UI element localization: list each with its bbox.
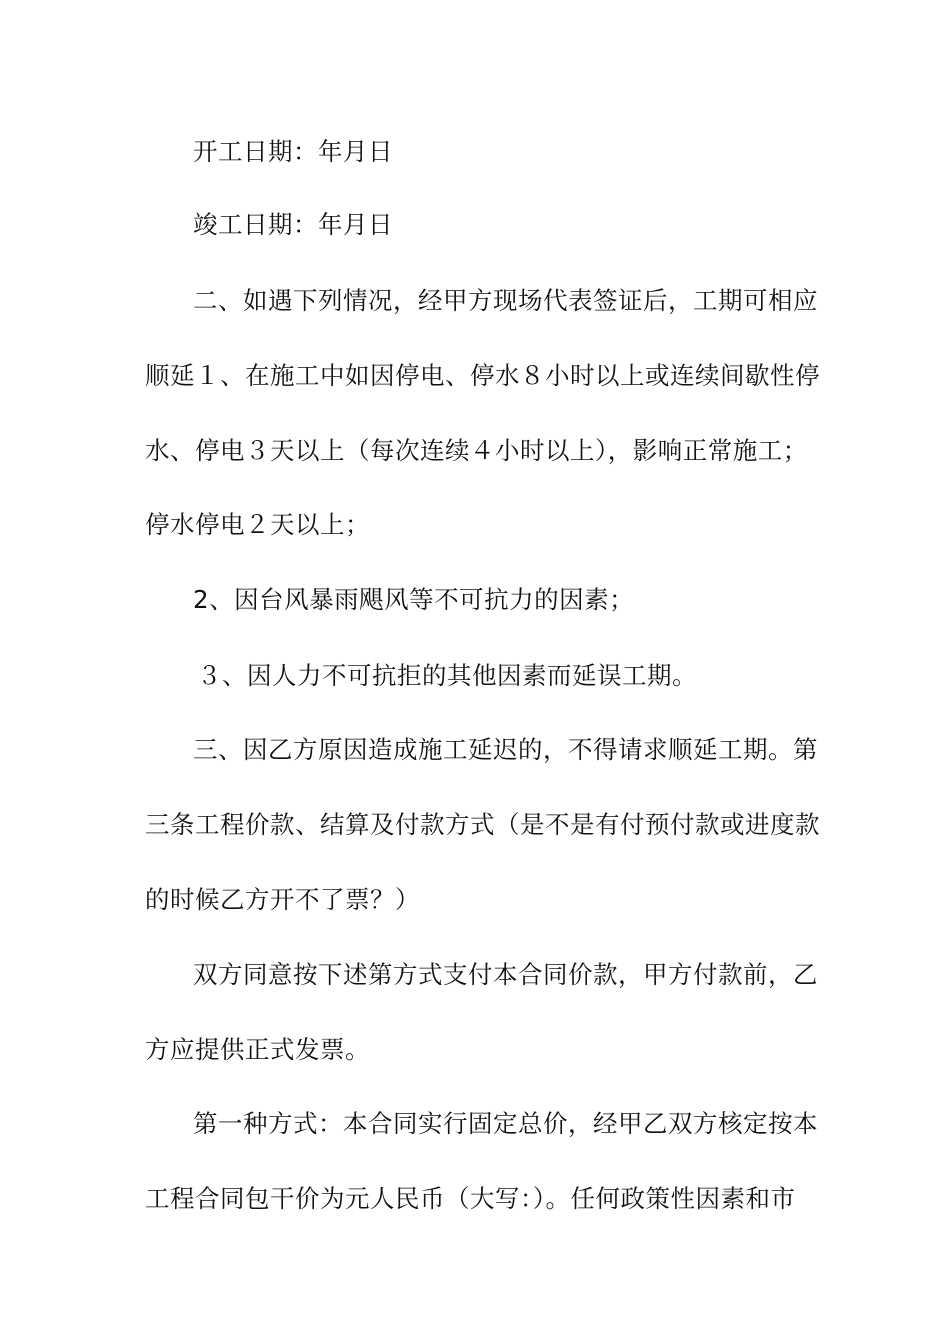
text-line: 三、因乙方原因造成施工延迟的，不得请求顺延工期。第 [193, 735, 818, 764]
text-line: 竣工日期：年月日 [193, 210, 393, 239]
text-line: ３、因人力不可抗拒的其他因素而延误工期。 [197, 661, 697, 690]
text-line: 双方同意按下述第方式支付本合同价款，甲方付款前，乙 [193, 960, 818, 989]
text-line: 的时候乙方开不了票？） [145, 885, 420, 914]
text-line: 三条工程价款、结算及付款方式（是不是有付预付款或进度款 [145, 810, 820, 839]
text-line: 工程合同包干价为元人民币（大写：）。任何政策性因素和市 [145, 1184, 796, 1213]
text-line: 2、因台风暴雨飓风等不可抗力的因素； [193, 585, 635, 614]
text-line: 方应提供正式发票。 [145, 1035, 370, 1064]
text-line: 停水停电２天以上； [145, 510, 370, 539]
text-line: 二、如遇下列情况，经甲方现场代表签证后，工期可相应 [193, 286, 818, 315]
text-line: 开工日期：年月日 [193, 137, 393, 166]
text-line: 第一种方式：本合同实行固定总价，经甲乙双方核定按本 [193, 1109, 818, 1138]
text-line: 顺延１、在施工中如因停电、停水８小时以上或连续间歇性停 [145, 361, 820, 390]
text-line: 水、停电３天以上（每次连续４小时以上），影响正常施工； [145, 436, 808, 465]
